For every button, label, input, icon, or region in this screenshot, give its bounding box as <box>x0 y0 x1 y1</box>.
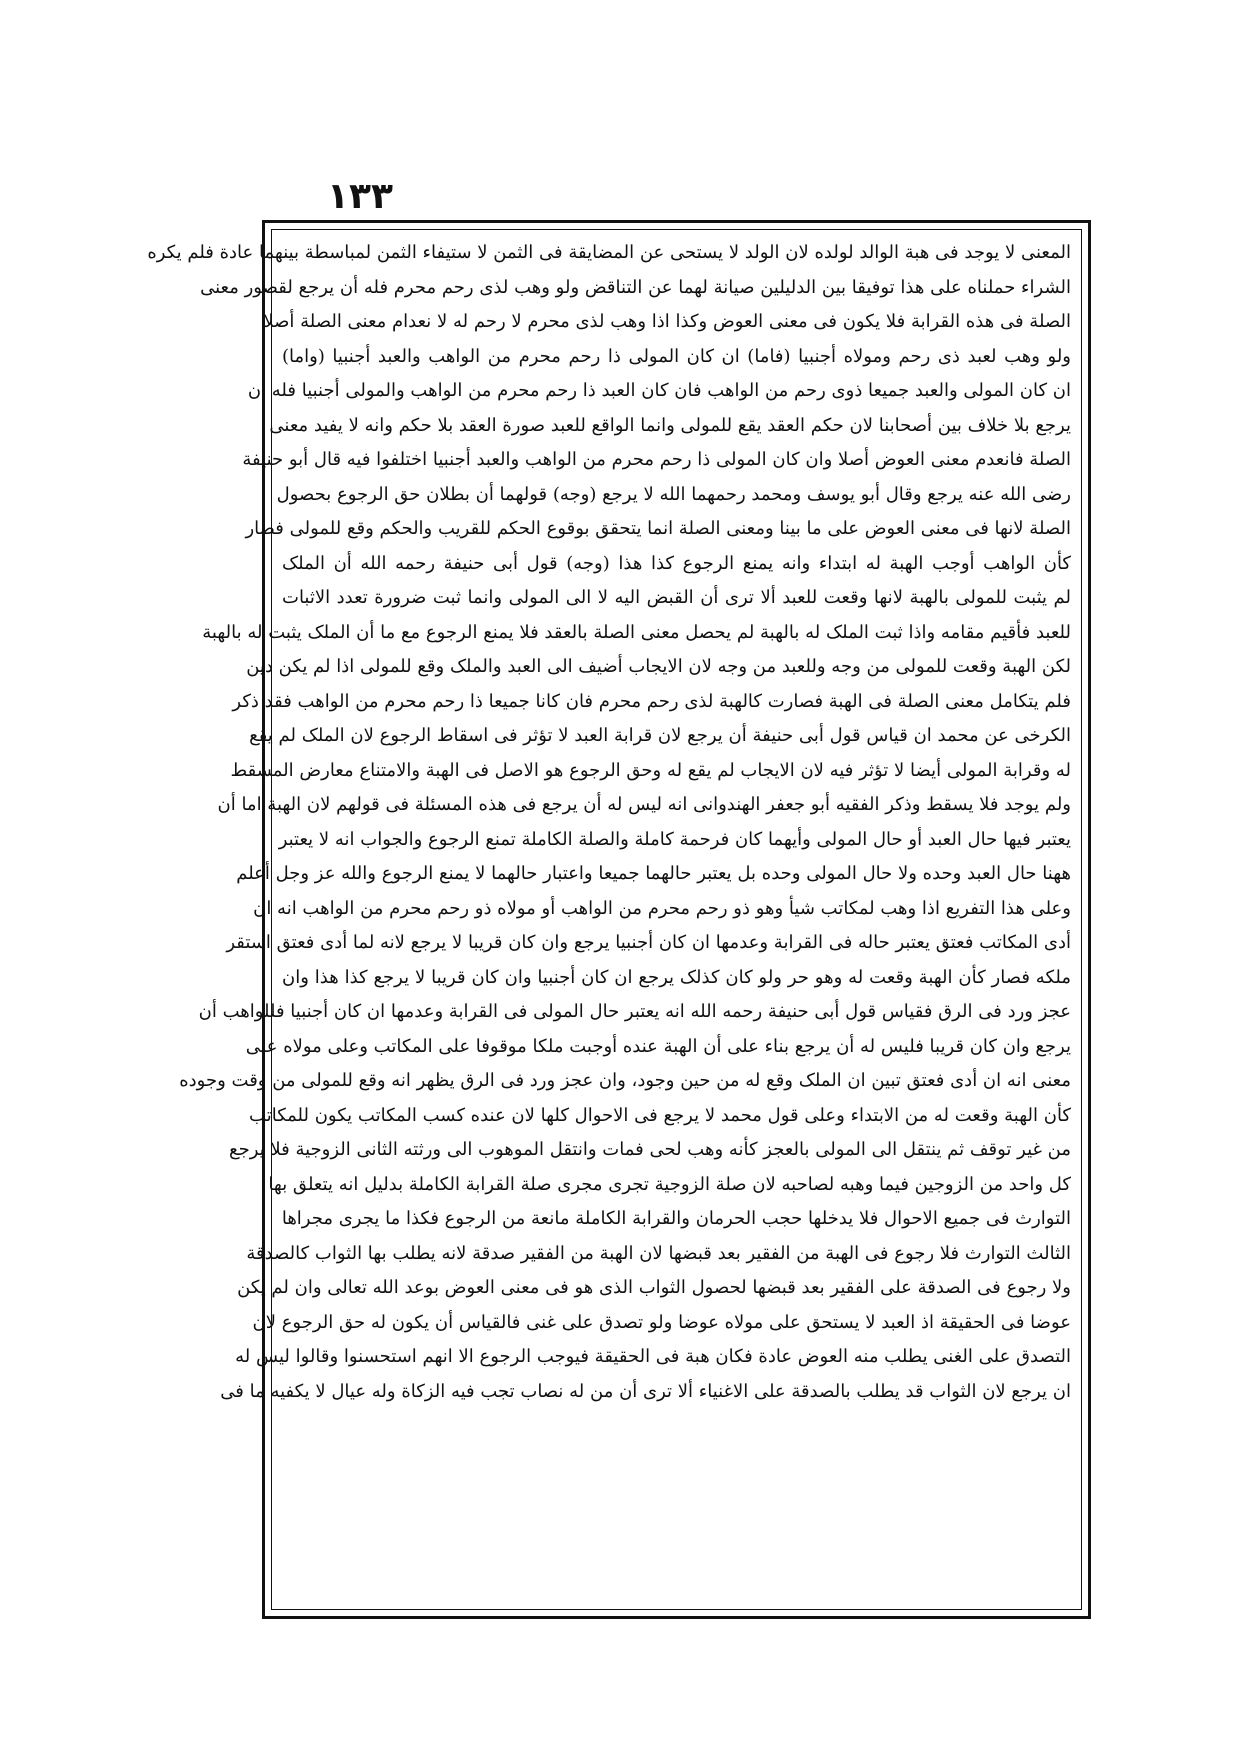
text-line: الصلة لانها فی معنی العوض علی ما بینا ومعنی الصلة انما یتحقق بوقوع الحکم للقریب والحکم وقع للمولی فصار <box>245 518 1071 539</box>
text-line: التوارث فی جمیع الاحوال فلا یدخلها حجب الحرمان والقرابة الکاملة مانعة من الرجوع فکذا ما یجری مجراها <box>281 1208 1071 1229</box>
text-frame <box>147 229 1082 1610</box>
text-line: الشراء حملناه علی هذا توفیقا بین الدلیلین صیانة لهما عن التناقض ولو وهب لذی رحم محرم فله أن یرجع لقصور معنی <box>200 276 1071 298</box>
text-line: لکن الهبة وقعت للمولی من وجه وللعبد من وجه لان الایجاب أضیف الی العبد والملک وقع للمولی اذا لم یکن دین <box>246 656 1071 677</box>
text-line: الثالث التوارث فلا رجوع فی الهبة من الفقیر بعد قبضها لان الهبة من الفقیر صدقة لانه یطلب بها الثواب کالصدقة <box>246 1242 1071 1264</box>
text-line: الصلة فی هذه القرابة فلا یکون فی معنی العوض وکذا اذا وهب لذی محرم لا رحم له لا نعدام معنی الصلة أصلا <box>263 311 1071 332</box>
text-line: ولم یوجد فلا یسقط وذکر الفقیه أبو جعفر الهندوانی انه لیس له أن یرجع فی هذه المسئلة فی قولهم لان الهبة اما أن <box>217 794 1071 815</box>
text-line: معنی انه ان أدی فعتق تبین ان الملک وقع له من حین وجود، وان عجز ورد فی الرق یظهر انه وقع للمولی من وقت وجوده <box>179 1070 1071 1091</box>
text-line: للعبد فأقیم مقامه واذا ثبت الملک له بالهبة لم یحصل معنی الصلة بالعقد فلا یمنع الرجوع مع ما أن الملک یثبت له بالهبة <box>202 621 1071 643</box>
text-line: وعلی هذا التفریع اذا وهب لمکاتب شیأ وهو ذو رحم محرم من الواهب أو مولاه ذو رحم محرم من الواهب انه ان <box>253 897 1071 919</box>
text-line: المعنی لا یوجد فی هبة الوالد لولده لان الولد لا یستحی عن المضایقة فی الثمن لا ستیفاء الثمن لمباسطة بینهما عادة فلم یکره <box>147 242 1071 263</box>
body-text <box>147 236 1071 1409</box>
text-line: ولو وهب لعبد ذی رحم ومولاه أجنبیا (فاما) ان کان المولی ذا رحم محرم من الواهب والعبد أجنبیا (واما) <box>282 345 1071 367</box>
text-line: یرجع بلا خلاف بین أصحابنا لان حکم العقد یقع للمولی وانما الواقع للعبد صورة العقد بلا حکم وانه لا یفید معنی <box>269 414 1071 436</box>
text-line: الکرخی عن محمد ان قیاس قول أبی حنیفة أن یرجع لان قرابة العبد لا تؤثر فی اسقاط الرجوع لان الملک لم یقع <box>249 725 1071 746</box>
text-line: التصدق علی الغنی یطلب منه العوض عادة فکان هبة فی الحقیقة فیوجب الرجوع الا انهم استحسنوا وقالوا لیس له <box>235 1346 1071 1367</box>
text-line: ان یرجع لان الثواب قد یطلب بالصدقة علی الاغنیاء ألا تری أن من له نصاب تجب فیه الزکاة وله عیال لا یکفیه ما فی <box>220 1380 1071 1402</box>
text-line: من غیر توقف ثم ینتقل الی المولی بالعجز کأنه وهب لحی فمات وانتقل الموهوب الی ورثته الثانی الزوجیة فلا یرجع <box>229 1139 1071 1160</box>
text-line: عوضا فی الحقیقة اذ العبد لا یستحق علی مولاه عوضا ولو تصدق علی غنی فالقیاس أن یکون له حق الرجوع لان <box>252 1311 1071 1333</box>
text-line: ان کان المولی والعبد جمیعا ذوی رحم من الواهب فان کان العبد ذا رحم محرم من الواهب والمولی أجنبیا فله أن <box>247 380 1071 401</box>
text-line: الصلة فانعدم معنی العوض أصلا وان کان المولی ذا رحم محرم من الواهب والعبد أجنبیا اختلفوا فیه قال أبو حنیفة <box>242 449 1071 470</box>
text-line: ولا رجوع فی الصدقة علی الفقیر بعد قبضها لحصول الثواب الذی هو فی معنی العوض بوعد الله تعالی وان لم یکن <box>237 1277 1071 1298</box>
text-line: کأن الواهب أوجب الهبة له ابتداء وانه یمنع الرجوع کذا هذا (وجه) قول أبی حنیفة رحمه الله أن الملک <box>282 552 1071 574</box>
text-line: رضی الله عنه یرجع وقال أبو یوسف ومحمد رحمهما الله لا یرجع (وجه) قولهما أن بطلان حق الرجوع بحصول <box>276 483 1071 505</box>
text-line: کأن الهبة وقعت له من الابتداء وعلی قول محمد لا یرجع فی الاحوال کلها لان عنده کسب المکاتب یکون للمکاتب <box>249 1104 1071 1126</box>
text-line: له وقرابة المولی أیضا لا تؤثر فیه لان الایجاب لم یقع له وحق الرجوع هو الاصل فی الهبة والامتناع معارض المسقط <box>230 759 1071 781</box>
page-border <box>147 220 1091 1619</box>
text-line: ههنا حال العبد وحده ولا حال المولی وحده بل یعتبر حالهما جمیعا واعتبار حالهما لا یمنع الرجوع والله عز وجل أعلم <box>236 863 1071 884</box>
text-line: ملکه فصار کأن الهبة وقعت له وهو حر ولو کان کذلک یرجع ان کان أجنبیا وان کان قریبا لا یرجع کذا هذا وان <box>282 966 1071 988</box>
text-line: یرجع وان کان قریبا فلیس له أن یرجع بناء علی أن الهبة عنده أوجبت ملکا موقوفا علی المکاتب وعلی مولاه علی <box>245 1035 1071 1057</box>
page-number: ۱۳۳ <box>327 176 393 217</box>
text-line: أدی المکاتب فعتق یعتبر حاله فی القرابة وعدمها ان کان أجنبیا یرجع وان کان قریبا لا یرجع لانه لما أدی فعتق استقر <box>226 932 1071 953</box>
text-line: عجز ورد فی الرق فقیاس قول أبی حنیفة رحمه الله انه یعتبر حال المولی فی القرابة وعدمها ان کان أجنبیا فللواهب أن <box>198 1001 1071 1022</box>
text-line: لم یثبت للمولی بالهبة لانها وقعت للعبد ألا تری أن القبض الیه لا الی المولی وانما ثبت ضرورة تعدد الاثبات <box>282 587 1071 608</box>
text-line: فلم یتکامل معنی الصلة فی الهبة فصارت کالهبة لذی رحم محرم فان کانا جمیعا ذا رحم محرم من الواهب فقد ذکر <box>232 690 1071 712</box>
text-line: یعتبر فیها حال العبد أو حال المولی وأیهما کان فرحمة کاملة والصلة الکاملة تمنع الرجوع والجواب انه لا یعتبر <box>278 828 1071 850</box>
text-line: کل واحد من الزوجین فیما وهبه لصاحبه لان صلة الزوجیة تجری مجری صلة القرابة الکاملة بدلیل انه یتعلق بها <box>268 1173 1071 1195</box>
